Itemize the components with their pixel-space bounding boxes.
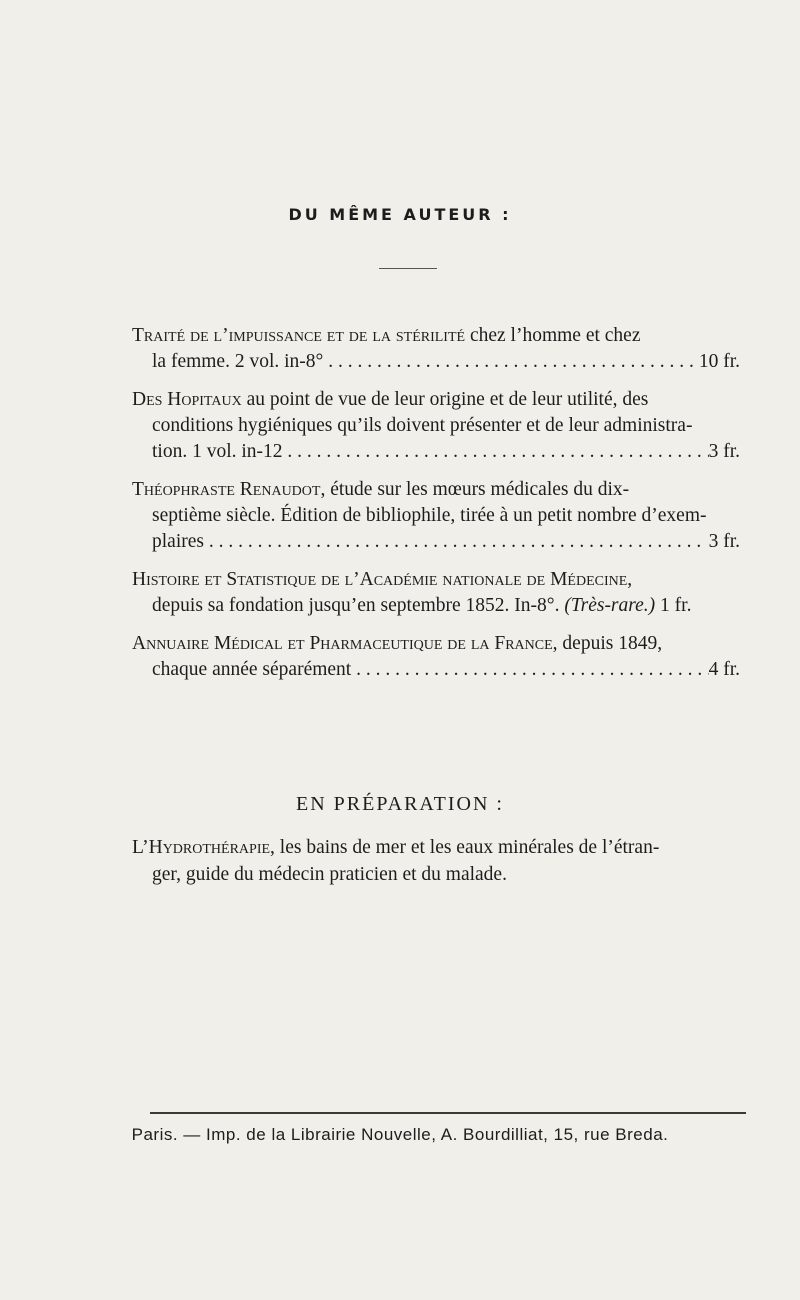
- list-item: Annuaire Médical et Pharmaceutique de la France, depuis 1849, chaque année séparément . . . 4 fr.: [132, 631, 740, 683]
- list-item: Traité de l’impuissance et de la stérilité chez l’homme et chez la femme. 2 vol. in-8° . . . 10 fr.: [132, 323, 740, 375]
- entry-price: 3 fr.: [708, 531, 740, 552]
- entry-price: 4 fr.: [708, 659, 740, 680]
- bibliography-list: [132, 323, 740, 695]
- rarity-note: (Très-rare.): [564, 595, 656, 616]
- footer-divider: [150, 1112, 746, 1114]
- preparation-heading: EN PRÉPARATION :: [296, 793, 504, 815]
- entry-title: Annuaire Médical et Pharmaceutique de la France: [132, 633, 553, 654]
- entry-title: L’Hydrothérapie: [132, 837, 271, 858]
- entry-title: Traité de l’impuissance et de la stérilité: [132, 325, 466, 346]
- heading-divider: [379, 268, 437, 269]
- list-item: Des Hopitaux au point de vue de leur origine et de leur utilité, des conditions hygiéniques qu’ils doivent présenter et de leur administra- tion. 1 vol. in-12 . . . 3 fr.: [132, 387, 740, 465]
- entry-title: Théophraste Renaudot: [132, 479, 321, 500]
- printer-imprint: Paris. — Imp. de la Librairie Nouvelle, A. Bourdilliat, 15, rue Breda.: [131, 1125, 669, 1144]
- entry-title: Des Hopitaux: [132, 389, 242, 410]
- section-heading: DU MÊME AUTEUR :: [288, 205, 512, 224]
- entry-price: 1 fr.: [660, 595, 692, 616]
- list-item: Histoire et Statistique de l’Académie nationale de Médecine, depuis sa fondation jusqu’en septembre 1852. In-8°. (Très-rare.) 1 fr.: [132, 569, 692, 616]
- list-item: Théophraste Renaudot, étude sur les mœurs médicales du dix- septième siècle. Édition de bibliophile, tirée à un petit nombre d’exem- plaires . . . 3 fr.: [132, 477, 740, 555]
- entry-price: 10 fr.: [698, 351, 740, 372]
- preparation-item: L’Hydrothérapie, les bains de mer et les eaux minérales de l’étran- ger, guide du médecin praticien et du malade.: [132, 837, 660, 885]
- entry-title: Histoire et Statistique de l’Académie nationale de Médecine: [132, 569, 628, 590]
- entry-price: 3 fr.: [708, 441, 740, 462]
